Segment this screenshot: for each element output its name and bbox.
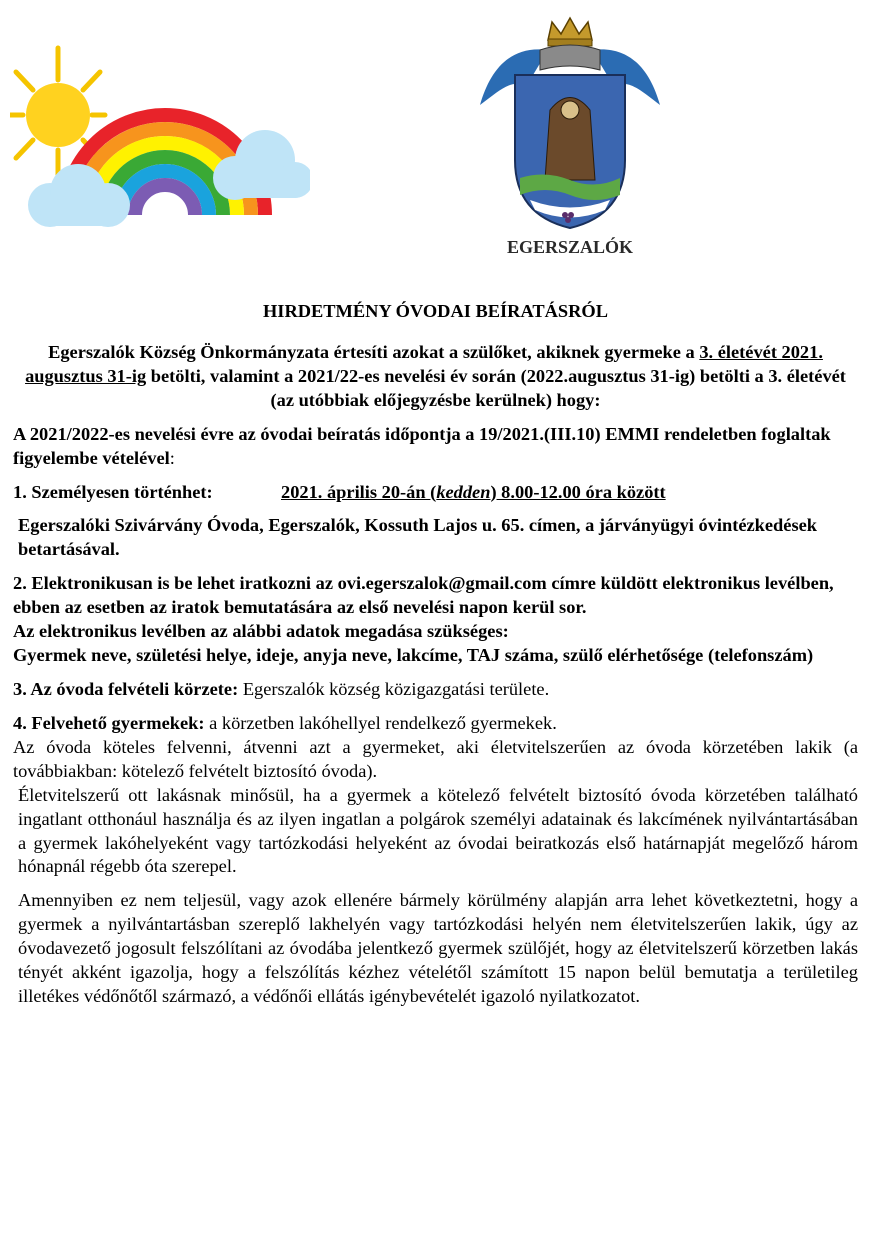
enrollment-text: A 2021/2022-es nevelési évre az óvodai beíratás időpontja a 19/2021.(III.10) EMMI rendeletben foglaltak figyelembe vételével	[13, 423, 831, 468]
section3-text: Egerszalók község közigazgatási területe.	[238, 678, 550, 699]
section3-label: 3. Az óvoda felvételi körzete:	[13, 678, 239, 699]
section1-location: Egerszalóki Szivárvány Óvoda, Egerszalók, Kossuth Lajos u. 65. címen, a járványügyi óvintézkedések betartásával.	[18, 515, 817, 560]
intro-deadline: 3. életévét 2021. augusztus 31-ig	[25, 341, 823, 386]
intro-paragraph	[13, 341, 858, 413]
section4-paragraph3: Amennyiben ez nem teljesül, vagy azok ellenére bármely körülmény alapján arra lehet következtetni, hogy a gyermek a nyilvántartásban szereplő lakhelyén vagy tartózkodási helyén nem életvitelszerűen lakik, úgy az óvodavezető jogosult felszólítani az óvodába jelentkező gyermek szülőjét, hogy az életvitelszerű körzetben lakás tényét akként igazolja, hogy a felszólítás kézhez vételétől számított 15 napon belül bemutatja a területileg illetékes védőnőtől származó, a védőnői ellátás igénybevételét igazoló nyilatkozatot.	[18, 890, 858, 1007]
section1-date: 2021. április 20-án (kedden) 8.00-12.00 óra között	[281, 481, 666, 502]
section4-text2: Az óvoda köteles felvenni, átvenni azt a gyermeket, aki életvitelszerűen az óvoda körzetében lakik (a továbbiakban: kötelező felvételt biztosító óvoda).	[13, 736, 858, 781]
section2-data-intro: Az elektronikus levélben az alábbi adatok megadása szükséges:	[13, 621, 509, 642]
section1-appointment	[13, 481, 858, 505]
intro-part2: betölti, valamint a 2021/22-es nevelési év során (2022.augusztus 31-ig) betölti a 3. életévét (az utóbbiak előjegyzésbe kerülnek) hogy:	[146, 365, 846, 410]
crest-caption: EGERSZALÓK	[506, 237, 634, 257]
intro-part1: Egerszalók Község Önkormányzata értesíti azokat a szülőket, akiknek gyermeke a	[48, 341, 700, 362]
enrollment-colon: :	[169, 447, 175, 468]
shield-icon	[515, 75, 625, 228]
section2-data-list: Gyermek neve, születési helye, ideje, anyja neve, lakcíme, TAJ száma, szülő elérhetősége (telefonszám)	[13, 645, 814, 666]
section2-text: 2. Elektronikusan is be lehet iratkozni az ovi.egerszalok@gmail.com címre küldött elektronikus levélben, ebben az esetben az iratok bemutatására az első nevelési napon kerül sor.	[13, 573, 834, 618]
section2	[13, 572, 858, 668]
section4-text: a körzetben lakóhellyel rendelkező gyermekek.	[204, 712, 557, 733]
section4-label: 4. Felvehető gyermekek:	[13, 712, 205, 733]
page-title: HIRDETMÉNY ÓVODAI BEÍRATÁSRÓL	[262, 301, 608, 321]
section1-label: 1. Személyesen történhet:	[13, 481, 213, 502]
coat-of-arms-logo	[470, 10, 670, 260]
rainbow-logo	[10, 20, 310, 235]
section3	[13, 678, 858, 702]
notice-body	[13, 300, 858, 1019]
enrollment-paragraph	[13, 423, 858, 471]
section4	[13, 712, 858, 784]
section4-paragraph2: Életvitelszerű ott lakásnak minősül, ha a gyermek a kötelező felvételt biztosító óvoda körzetében található ingatlant otthonául használja és az ilyen ingatlan a polgárok személyi adatainak és lakcímének nyilvántartásában a gyermek lakóhelyeként vagy tartózkodási helyeként az óvodai beiratkozás első határnapját megelőző három hónapnál régebb óta szerepel.	[18, 784, 858, 877]
crown-icon	[548, 18, 592, 46]
